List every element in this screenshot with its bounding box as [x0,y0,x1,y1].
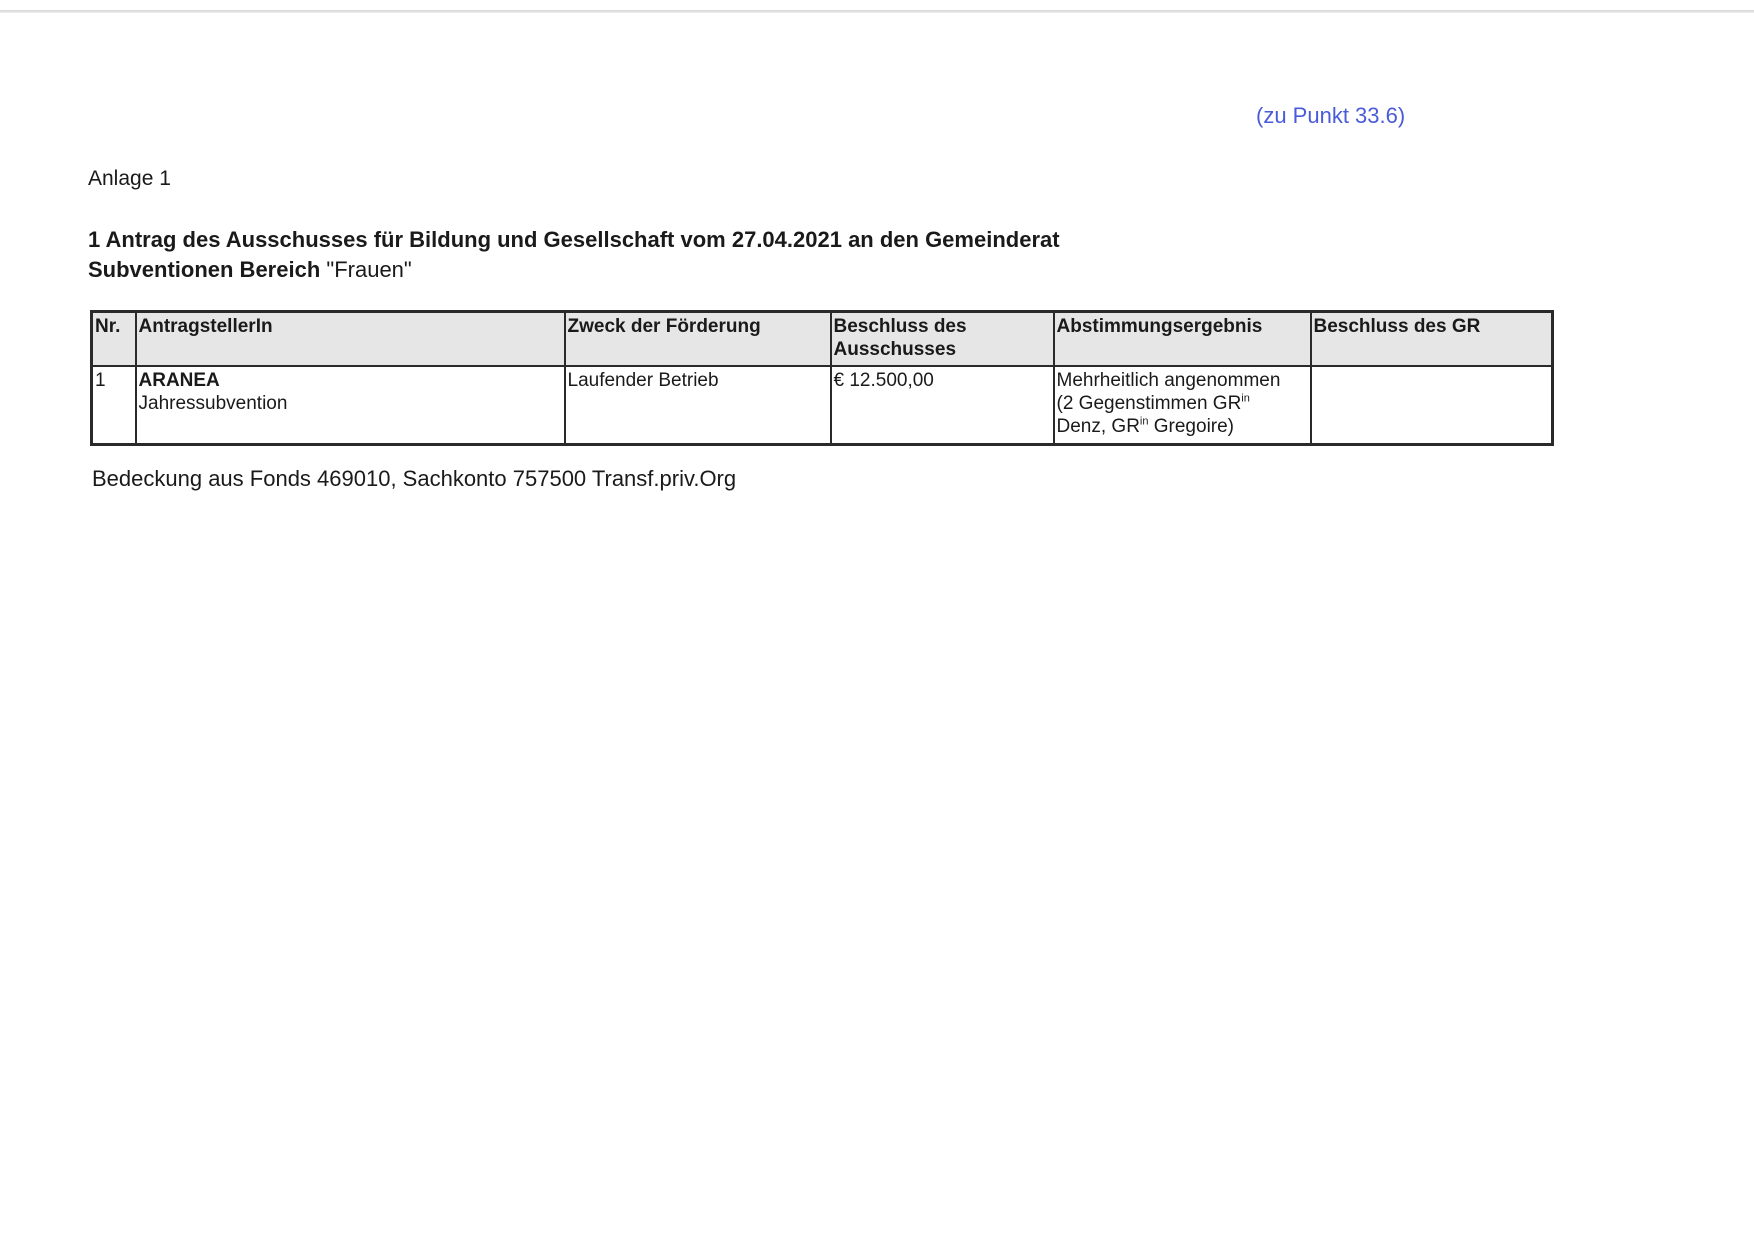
vote-line-3 [1057,415,1308,438]
heading-subtitle-area: "Frauen" [320,257,412,282]
vote-line-3-text: Denz, GR [1056,416,1140,437]
vote-line-1: Mehrheitlich angenommen [1056,370,1281,391]
vote-line-2 [1057,392,1308,415]
document-heading [88,225,1060,285]
header-nr: Nr. [92,312,136,367]
cell-purpose: Laufender Betrieb [565,366,831,445]
heading-subtitle-bold: Subventionen Bereich [88,257,321,282]
header-committee-decision: Beschluss des Ausschusses [831,312,1054,367]
cell-applicant [136,366,565,445]
attachment-label: Anlage 1 [88,167,171,190]
vote-superscript-1: in [1241,392,1250,405]
funding-coverage-note: Bedeckung aus Fonds 469010, Sachkonto 757500 Transf.priv.Org [92,466,737,491]
heading-line-1 [88,225,1060,255]
cell-nr: 1 [92,366,136,445]
table-header-row [92,312,1553,367]
heading-line-2 [88,255,1060,285]
header-council-decision: Beschluss des GR [1311,312,1553,367]
cell-amount: € 12.500,00 [831,366,1054,445]
applicant-name: ARANEA [138,370,220,391]
header-purpose: Zweck der Förderung [565,312,831,367]
subsidy-table [90,310,1554,446]
header-applicant: AntragstellerIn [136,312,565,367]
cell-vote-result [1054,366,1311,445]
vote-superscript-2: in [1139,415,1149,428]
vote-line-3-tail: Gregoire) [1148,416,1235,437]
scan-edge-line [0,10,1754,13]
cell-council-decision [1311,366,1553,445]
heading-title: 1 Antrag des Ausschusses für Bildung und Gesellschaft vom 27.04.2021 an den Gemeinderat [88,227,1060,252]
agenda-reference: (zu Punkt 33.6) [1256,103,1406,128]
applicant-subsidy-type: Jahressubvention [138,393,288,414]
header-vote-result: Abstimmungsergebnis [1054,312,1311,367]
vote-line-2-text: (2 Gegenstimmen GR [1056,393,1242,414]
table-row [92,366,1553,445]
